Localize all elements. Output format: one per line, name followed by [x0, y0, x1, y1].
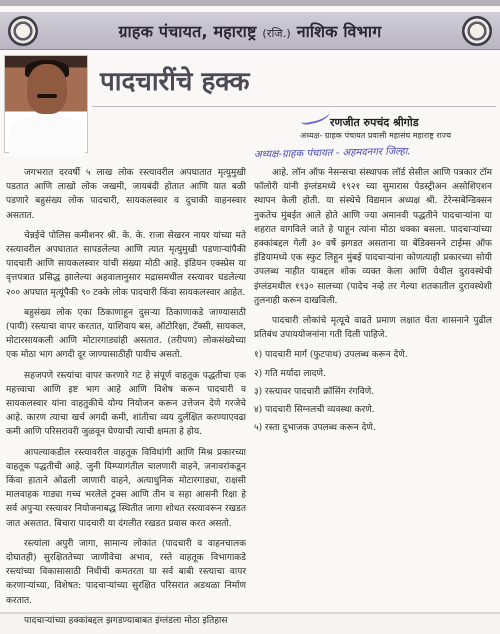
- paragraph: चेन्नईचे पोलिस कमीशनर श्री. के. के. राजा सेखरन नायर यांच्या मते रस्त्यावरील अपघातात सापडलेल्या आणि त्यात मृत्युमुखी पडणाऱ्यांपैकी पादचारी आणि सायकलस्वार यांची संख्या मोठी आहे. इंडियन एक्स्प्रेस या वृत्तपत्रात प्रसिद्ध झालेल्या अहवालानुसार मद्रासमधील रस्त्यावर घडलेल्या २०० अपघात मृत्यूंपैकी ९० टक्के लोक पादचारी किंवा सायकलस्वार आहेत.: [6, 230, 246, 298]
- handwritten-note: अध्यक्ष-ग्राहक पंचायत - अहमदनगर जिल्हा.: [253, 146, 411, 161]
- signature-mark: [299, 106, 331, 126]
- paragraph: सहजपणे रस्त्यांचा वापर करणारे गट हे संपूर्ण वाहतूक पद्धतीचा एक महत्त्वाचा आणि इष्ट भाग आहे आणि विशेष करून पादचारी व सायकलस्वार यांना वाहतुकीचे योग्य नियोजन करून उत्तेजन देणे गरजेचे आहे. कारण त्याचा खर्च अगदी कमी, शांतीचा व्यय दुर्लक्षित करण्याएवढा कमी आणि परिसरावरी जुळवून घेण्याची त्याची क्षमता हे होय.: [6, 370, 246, 438]
- list-item: २) गति मर्यादा लादणे.: [254, 368, 326, 379]
- organization-emblem-icon: [462, 16, 492, 46]
- header-title: [0, 20, 500, 42]
- division-name: नाशिक विभाग: [296, 22, 382, 41]
- author-name: रणजीत रुपचंद श्रीगोड: [330, 116, 419, 129]
- list-item: ३) रस्त्यावर पादचारी क्रॉसिंग रंगविणे.: [254, 386, 375, 397]
- paragraph: जगभरात दरवर्षी ५ लाख लोक रस्त्यावरील अपघातात मृत्युमुखी पडतात आणि लाखो लोक जखमी, जायबंदी होतात आणि यात बळी पडणारे बहुसंख्य लोक पादचारी, सायकलस्वार व दुचाकी वाहनस्वार असतात.: [6, 168, 246, 221]
- paragraph: आपल्याकडील रस्त्यावरील वाहतूक विविधांगी आणि मिश्र प्रकारच्या वाहतूक पद्धतीची आहे. जुनी यिम्प्यागंतील चालणारी वाहने, जनावरांकडून किंवा हाताने ओढली जाणारी वाहने, अत्याधुनिक मोटारगाड्या, राक्षसी मालवाहक गाड्या गच्च भरलेले ट्रक्स आणि तीन व सहा आसनी रिक्षा हे सर्व अपुऱ्या रस्त्यावर नियोजनाबद्ध स्थितीत जागा शोधत रस्त्यावरून रखडत जात असतात. बिचारा पादचारी या दंगलीत रखडत प्रवास करत असतो.: [6, 447, 246, 529]
- author-role: अध्यक्ष- ग्राहक पंचायत प्रवासी महासंघ महाराष्ट्र राज्य: [300, 131, 451, 140]
- organization-name: ग्राहक पंचायत, महाराष्ट्र: [118, 22, 257, 41]
- list-item: ५) रस्ता दुभाजक उपलब्ध करून देणे.: [254, 423, 376, 434]
- measures-list: [254, 348, 492, 435]
- paragraph: आहे. लॉन ऑफ नेसन्सचा संस्थापक लॉर्ड सेसील आणि पत्रकार टॉम फॉलोरी यांनी इंग्लंडमध्ये १९२१ च्या सुमारास पेडस्ट्रीअन असोशिएशन स्थापन केली होती. या संस्थेचे विद्यमान अध्यक्ष श्री. टेरेन्सबेन्डिक्सन नुकतेच मुंबईत आले होते आणि ज्या अमानवी पद्धतीने पादचाऱ्यांना या शहरात वागविले जाते हे पाहून त्यांना मोठा धक्का बसला. पादचाऱ्यांच्या हक्कांबद्दल गेली ३० वर्षे झगडत असताना या बेंडिक्सनने टाईम्स ऑफ इंडियामध्ये एक स्फुट लिहून मुंबई पादचाऱ्यांना कोणत्याही प्रकारच्या सोयी उपलब्ध नाहीत याबद्दल शोक व्यक्त केला आणि येथील दुरावस्थेची इंग्लंडमधील १९३० सालच्या (पादेच नव्हे तर गेल्या शतकातील दुरावस्थेशी तुलनाही करून दाखविली.: [254, 168, 492, 306]
- left-column: [6, 166, 246, 634]
- header-band: [0, 12, 500, 50]
- paragraph: बहुसंख्य लोक एका ठिकाणाहून दुसऱ्या ठिकाणाकडे जाण्यासाठी (पायी) रस्त्याचा वापर करतात, याशिवाय बस, ऑटोरिक्षा, टॅक्सी, सायकल, मोटारसायकली आणि मोटारगाड्यांही असतात. (तरीपण) लोकसंख्येच्या एक मोठा भाग अगदी दूर जाण्यासाठीही पायीच असतो.: [6, 307, 246, 361]
- author-photo: [4, 55, 88, 153]
- paragraph: पादचाऱ्यांच्या हक्कांबद्दल झगडण्याबाबत इंग्लंडला मोठा इतिहास: [24, 615, 228, 626]
- headline-divider: [92, 106, 496, 107]
- list-item: ४) पादचारी सिग्नलची व्यवस्था करणे.: [254, 405, 375, 416]
- paragraph: रस्त्यांला अपुरी जागा, सामान्य लोकांत (पादचारी व वाहनचालक दोघातही) सुरक्षिततेच्या जाणीवेचा अभाव, रस्ते वाहतूक विभागाकडे रस्त्यांच्या विकासासाठी निधीची कमतरता या सर्व बाबी रस्त्याचा वापर करणाऱ्यांच्या, विशेषत: पादचाऱ्यांच्या सुरक्षित परिसरात अडथळा निर्माण करतात.: [6, 538, 246, 606]
- article-headline: पादचारींचे हक्क: [100, 67, 250, 97]
- paragraph: पादचारी लोकांचे मृत्यूचे वाढते प्रमाण लक्षात घेता शासनाने पुढील प्रतिबंध उपाययोजनांना गती दिली पाहिजे.: [254, 316, 492, 341]
- right-column: [254, 166, 492, 439]
- registered-badge: (रजि.): [262, 27, 291, 40]
- list-item: १) पादचारी मार्ग (फुटपाथ) उपलब्ध करून देणे.: [254, 350, 408, 361]
